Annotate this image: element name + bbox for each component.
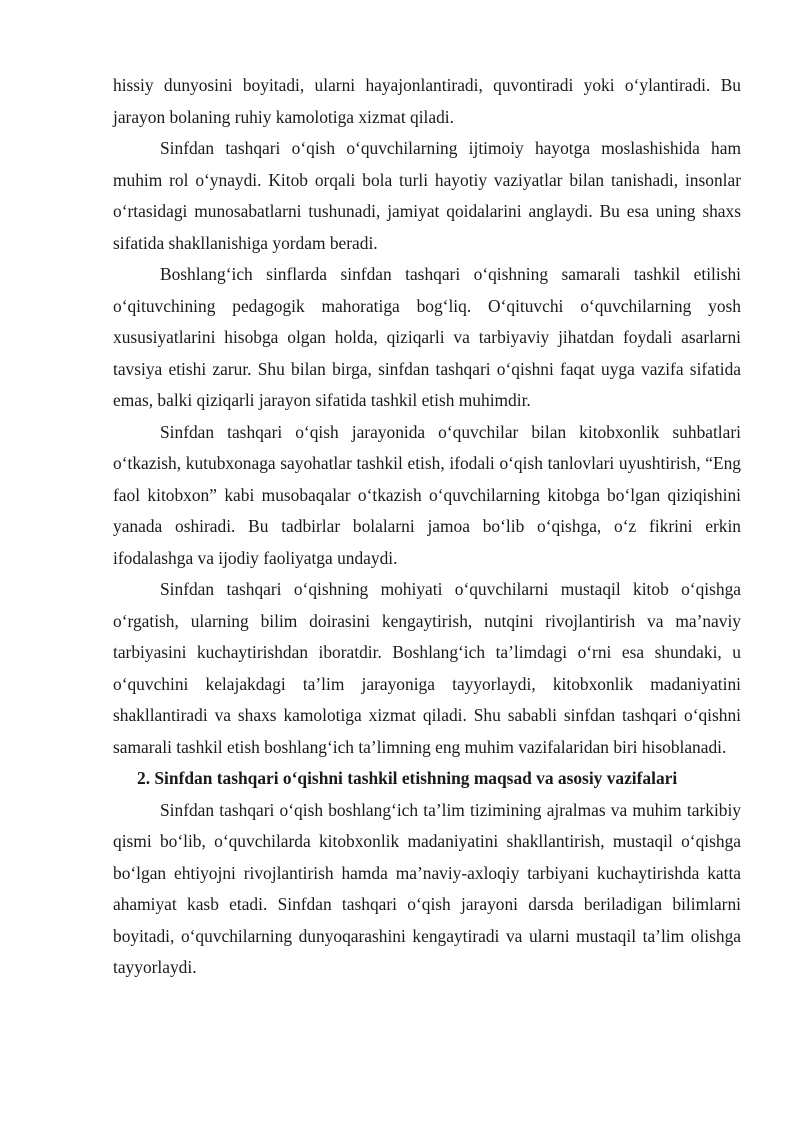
paragraph-section-intro: Sinfdan tashqari o‘qish boshlang‘ich ta’lim tizimining ajralmas va muhim tarkibiy qismi bo‘lib, o‘quvchilarda kitobxonlik madaniyatini shakllantirish, mustaqil o‘qishga bo‘lgan ehtiyojni rivojlantirish hamda ma’naviy-axloqiy tarbiyani kuchaytirishda katta ahamiyat kasb etadi. Sinfdan tashqari o‘qish jarayoni darsda beriladigan bilimlarni boyitadi, o‘quvchilarning dunyoqarashini kengaytiradi va ularni mustaqil ta’lim olishga tayyorlaydi. — [113, 799, 741, 977]
paragraph-essence: Sinfdan tashqari o‘qishning mohiyati o‘quvchilarni mustaqil kitob o‘qishga o‘rgatish, ularning bilim doirasini kengaytirish, nutqini rivojlantirish va ma’naviy tarbiyasini kuchaytirishdan iboratdir. Boshlang‘ich ta’limdagi o‘rni esa shundaki, u o‘quvchini kelajakdagi ta’lim jarayoniga tayyorlaydi, kitobxonlik madaniyatini shakllantiradi va shaxs kamolotiga xizmat qiladi. Shu sababli sinfdan tashqari o‘qishni samarali tashkil etish boshlang‘ich ta’limning eng muhim vazifalaridan biri hisoblanadi. — [113, 579, 741, 757]
paragraph-activities: Sinfdan tashqari o‘qish jarayonida o‘quvchilar bilan kitobxonlik suhbatlari o‘tkazish, kutubxonaga sayohatlar tashkil etish, ifodali o‘qish tanlovlari uyushtirish, “Eng faol kitobxon” kabi musobaqalar o‘tkazish o‘quvchilarning kitobga bo‘lgan qiziqishini yanada oshiradi. Bu tadbirlar bolalarni jamoa bo‘lib o‘qishga, o‘z fikrini erkin ifodalashga va ijodiy faoliyatga undaydi. — [113, 421, 741, 568]
paragraph-continuation: hissiy dunyosini boyitadi, ularni hayajonlantiradi, quvontiradi yoki o‘ylantiradi. Bu jarayon bolaning ruhiy kamolotiga xizmat qiladi. — [113, 75, 741, 127]
paragraph-teacher-skill: Boshlang‘ich sinflarda sinfdan tashqari o‘qishning samarali tashkil etilishi o‘qituvchining pedagogik mahoratiga bog‘liq. O‘qituvchi o‘quvchilarning yosh xususiyatlarini hisobga olgan holda, qiziqarli va tarbiyaviy jihatdan foydali asarlarni tavsiya etishi zarur. Shu bilan birga, sinfdan tashqari o‘qishni faqat uyga vazifa sifatida emas, balki qiziqarli jarayon sifatida tashkil etish muhimdir. — [113, 264, 741, 410]
section-heading: 2. Sinfdan tashqari o‘qishni tashkil etishning maqsad va asosiy vazifalari — [137, 768, 678, 788]
document-page — [113, 70, 741, 984]
paragraph-social-adaptation: Sinfdan tashqari o‘qish o‘quvchilarning ijtimoiy hayotga moslashishida ham muhim rol o‘ynaydi. Kitob orqali bola turli hayotiy vaziyatlar bilan tanishadi, insonlar o‘rtasidagi munosabatlarni tushunadi, jamiyat qoidalarini anglaydi. Bu esa uning shaxs sifatida shakllanishiga yordam beradi. — [113, 138, 741, 253]
